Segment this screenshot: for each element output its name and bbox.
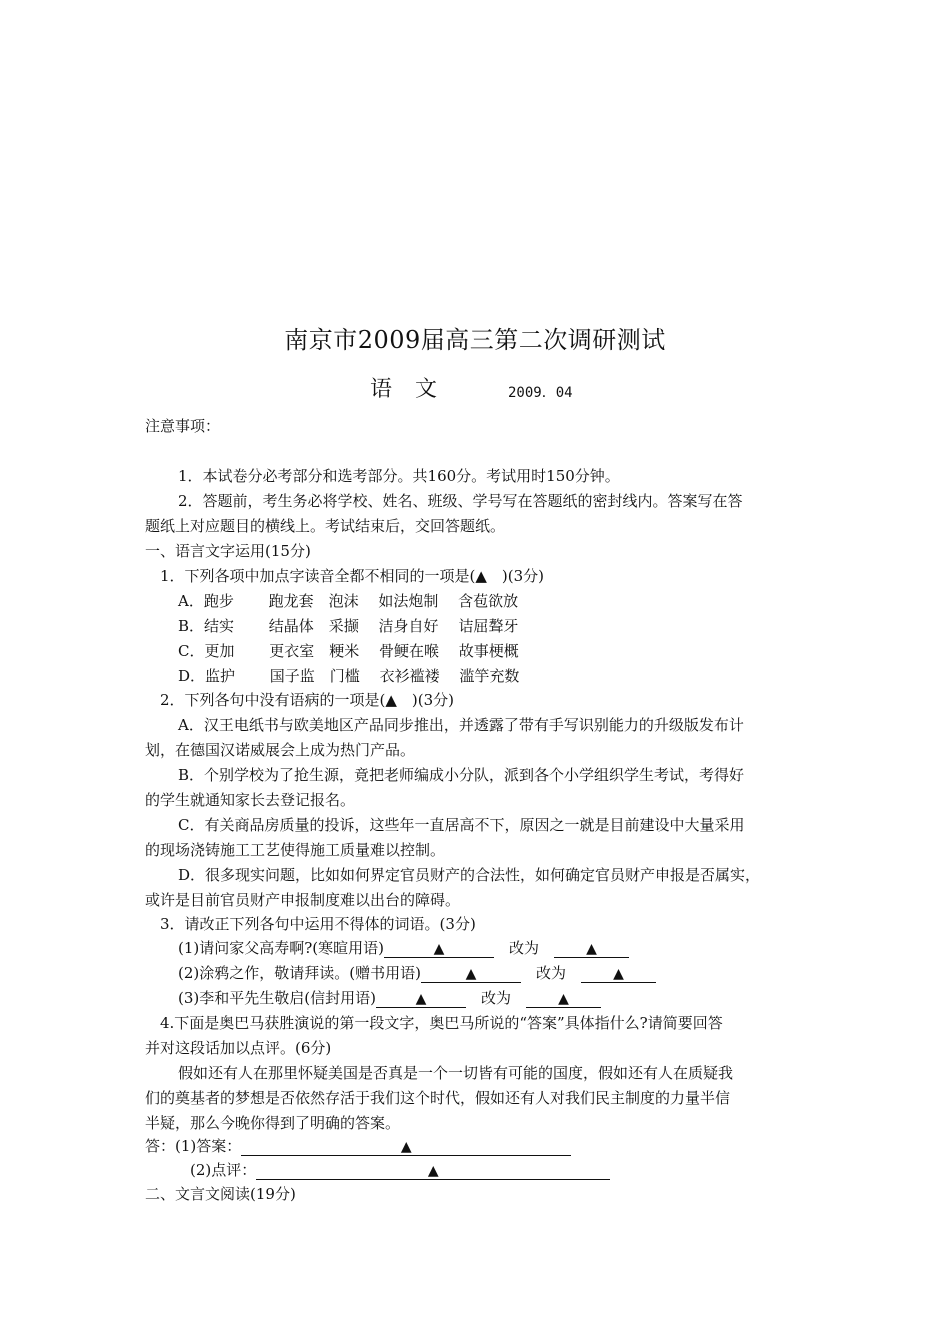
notice-item-2b: 题纸上对应题目的横线上。考试结束后，交回答题纸。 [145,517,506,535]
q3-stem: 3．请改正下列各句中运用不得体的词语。(3分) [160,915,476,933]
q3-item-2: (2)涂鸦之作，敬请拜读。(赠书用语) ▲ 改为 ▲ [178,963,656,983]
q1-option-c: C．更加 更衣室 粳米 骨鲠在喉 故事梗概 [178,642,519,660]
q3-blank-2a[interactable]: ▲ [421,965,521,983]
q1-option-a: A．跑步 跑龙套 泡沫 如法炮制 含苞欲放 [178,592,519,610]
notice-item-2a: 2．答题前，考生务必将学校、姓名、班级、学号写在答题纸的密封线内。答案写在答 [178,492,743,510]
q3-blank-1a[interactable]: ▲ [384,940,494,958]
q3-item-3: (3)李和平先生敬启(信封用语) ▲ 改为 ▲ [178,988,601,1008]
q4-answer-2-blank[interactable]: ▲ [256,1162,610,1180]
q2-option-c-line1: C．有关商品房质量的投诉，这些年一直居高不下，原因之一就是目前建设中大量采用 [178,816,745,834]
q2-option-d-line2: 或许是目前官员财产申报制度难以出台的障碍。 [145,891,461,909]
notice-item-1: 1．本试卷分必考部分和选考部分。共160分。考试用时150分钟。 [178,467,620,485]
exam-date: 2009．04 [508,385,573,401]
q4-stem-line1: 4.下面是奥巴马获胜演说的第一段文字，奥巴马所说的“答案”具体指什么?请简要回答 [160,1014,723,1032]
q3-blank-3b[interactable]: ▲ [526,990,601,1008]
q4-stem-line2: 并对这段话加以点评。(6分) [145,1039,332,1057]
q1-stem: 1．下列各项中加点字读音全都不相同的一项是(▲ )(3分) [160,567,545,585]
q2-option-a-line1: A．汉王电纸书与欧美地区产品同步推出，并透露了带有手写识别能力的升级版发布计 [178,716,744,734]
q2-option-b-line1: B．个别学校为了抢生源，竟把老师编成小分队，派到各个小学组织学生考试，考得好 [178,766,745,784]
subject-label: 语 文 [370,377,445,402]
section-1-heading: 一、语言文字运用(15分) [145,542,311,560]
q2-stem: 2．下列各句中没有语病的一项是(▲ )(3分) [160,691,455,709]
q4-passage-line2: 们的奠基者的梦想是否依然存活于我们这个时代，假如还有人对我们民主制度的力量半信 [145,1089,731,1107]
q3-blank-3a[interactable]: ▲ [376,990,466,1008]
q4-passage-line3: 半疑，那么今晚你得到了明确的答案。 [145,1114,401,1132]
q2-option-d-line1: D．很多现实问题，比如如何界定官员财产的合法性，如何确定官员财产申报是否属实， [178,866,761,884]
exam-title: 南京市2009届高三第二次调研测试 [284,326,666,354]
q4-answer-2: (2)点评： ▲ [190,1160,610,1180]
q1-option-d: D．监护 国子监 门槛 衣衫褴褛 滥竽充数 [178,667,520,685]
q2-option-b-line2: 的学生就通知家长去登记报名。 [145,791,356,809]
q2-option-c-line2: 的现场浇铸施工工艺使得施工质量难以控制。 [145,841,446,859]
q3-blank-2b[interactable]: ▲ [581,965,656,983]
q3-blank-1b[interactable]: ▲ [554,940,629,958]
q2-option-a-line2: 划，在德国汉诺威展会上成为热门产品。 [145,741,416,759]
q4-passage-line1: 假如还有人在那里怀疑美国是否真是一个一切皆有可能的国度，假如还有人在质疑我 [178,1064,734,1082]
q4-answer-1: 答：(1)答案： ▲ [145,1136,571,1156]
notice-heading: 注意事项： [145,417,221,435]
section-2-heading: 二、文言文阅读(19分) [145,1185,296,1203]
q1-option-b: B．结实 结晶体 采撷 洁身自好 诘屈聱牙 [178,617,519,635]
q4-answer-1-blank[interactable]: ▲ [241,1138,571,1156]
q3-item-1: (1)请问家父高寿啊?(寒暄用语) ▲ 改为 ▲ [178,938,629,958]
